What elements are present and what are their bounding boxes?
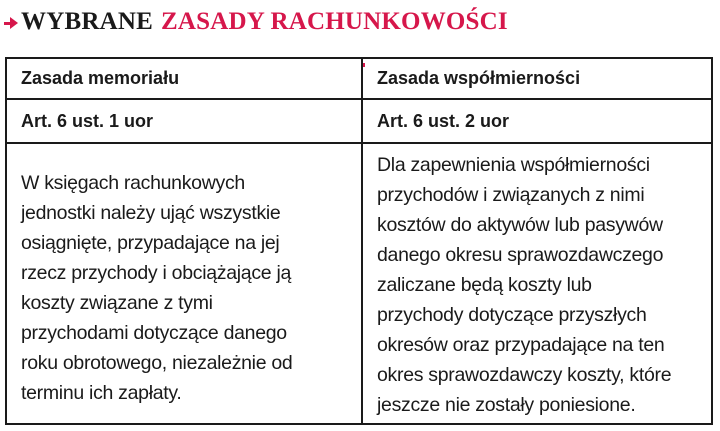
body-right-line: jeszcze nie zostały poniesione. bbox=[377, 394, 636, 416]
body-right-line: przychody dotyczące przyszłych bbox=[377, 304, 647, 326]
article-right: Art. 6 ust. 2 uor bbox=[377, 110, 510, 131]
body-right-line: danego okresu sprawozdawczego bbox=[377, 244, 664, 266]
body-right-line: okresów oraz przypadające na ten bbox=[377, 334, 665, 356]
section-header bbox=[4, 2, 508, 42]
body-left-line: koszty związane z tymi bbox=[21, 292, 213, 314]
body-left-line: terminu ich zapłaty. bbox=[21, 382, 182, 404]
body-left-line: osiągnięte, przypadające na jej bbox=[21, 232, 280, 254]
header-title-black: WYBRANE bbox=[21, 8, 153, 35]
body-left-line: W księgach rachunkowych bbox=[21, 172, 245, 194]
body-right-line: przychodów i związanych z nimi bbox=[377, 184, 645, 206]
body-left-line: przychodami dotyczące danego bbox=[21, 322, 287, 344]
body-right-line: zaliczane będą koszty lub bbox=[377, 274, 592, 296]
body-right bbox=[363, 144, 711, 423]
table-body-row bbox=[7, 144, 711, 423]
body-right-line: kosztów do aktywów lub pasywów bbox=[377, 214, 663, 236]
header-title-red: ZASADY RACHUNKOWOŚCI bbox=[160, 8, 508, 35]
body-left-line: roku obrotowego, niezależnie od bbox=[21, 352, 293, 374]
article-left: Art. 6 ust. 1 uor bbox=[7, 100, 363, 142]
arrow-right-icon bbox=[4, 16, 19, 28]
table-header-row bbox=[7, 59, 711, 100]
heading-right: Zasada współmierności bbox=[377, 68, 581, 88]
body-right-line: okres sprawozdawczy koszty, które bbox=[377, 364, 672, 386]
body-left-line: jednostki należy ująć wszystkie bbox=[21, 202, 281, 224]
body-left bbox=[7, 144, 363, 423]
body-right-line: Dla zapewnienia współmierności bbox=[377, 154, 650, 176]
body-left-line: rzecz przychody i obciążające ją bbox=[21, 262, 292, 284]
principles-table bbox=[5, 57, 713, 425]
heading-left: Zasada memoriału bbox=[7, 59, 363, 98]
table-article-row bbox=[7, 100, 711, 144]
